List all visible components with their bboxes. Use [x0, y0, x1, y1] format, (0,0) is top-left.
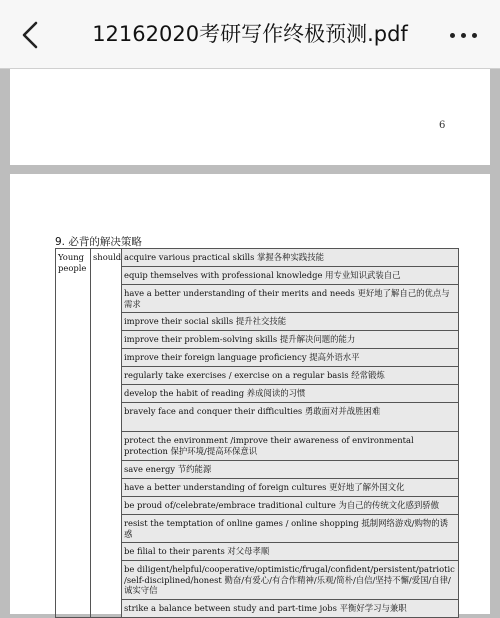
strategy-item: be proud of/celebrate/embrace traditional culture 为自己的传统文化感到骄傲 — [122, 497, 459, 515]
strategy-item: have a better understanding of foreign cultures 更好地了解外国文化 — [122, 479, 459, 497]
strategy-item: develop the habit of reading 养成阅读的习惯 — [122, 385, 459, 403]
strategy-item: strike a balance between study and part-time jobs 平衡好学习与兼职 — [122, 600, 459, 618]
subject-cell: Young people — [56, 249, 91, 618]
strategy-table — [55, 248, 459, 618]
chevron-left-icon[interactable] — [18, 20, 44, 50]
strategy-item: have a better understanding of their merits and needs 更好地了解自己的优点与需求 — [122, 285, 459, 313]
section-heading: 9. 必背的解决策略 — [55, 236, 142, 248]
strategy-item: equip themselves with professional knowledge 用专业知识武装自己 — [122, 267, 459, 285]
strategy-item: be diligent/helpful/cooperative/optimistic/frugal/confident/persistent/patriotic /self-disciplined/honest 勤奋/有爱心/有合作精神/乐观/简朴/自信/坚持不懈/爱国/自律/诚实守信 — [122, 561, 459, 600]
strategy-item: improve their social skills 提升社交技能 — [122, 313, 459, 331]
strategy-item: be filial to their parents 对父母孝顺 — [122, 543, 459, 561]
strategy-item: improve their problem-solving skills 提升解决问题的能力 — [122, 331, 459, 349]
strategy-item: improve their foreign language proficiency 提高外语水平 — [122, 349, 459, 367]
modal-cell: should — [91, 249, 122, 618]
page-number: 6 — [439, 120, 446, 131]
more-horizontal-icon[interactable] — [450, 33, 478, 39]
strategy-item: resist the temptation of online games / online shopping 抵制网络游戏/购物的诱惑 — [122, 515, 459, 543]
strategy-item: regularly take exercises / exercise on a regular basis 经常锻炼 — [122, 367, 459, 385]
strategy-item: protect the environment /improve their awareness of environmental protection 保护环境/提高环保意识 — [122, 432, 459, 461]
top-bar — [0, 0, 500, 69]
pdf-page-current — [10, 174, 490, 614]
pdf-page-previous — [10, 69, 490, 165]
strategy-item: acquire various practical skills 掌握各种实践技能 — [122, 249, 459, 267]
document-title: 12162020考研写作终极预测.pdf — [92, 22, 408, 46]
strategy-item: bravely face and conquer their difficulties 勇敢面对并战胜困难 — [122, 403, 459, 432]
strategy-item: save energy 节约能源 — [122, 461, 459, 479]
